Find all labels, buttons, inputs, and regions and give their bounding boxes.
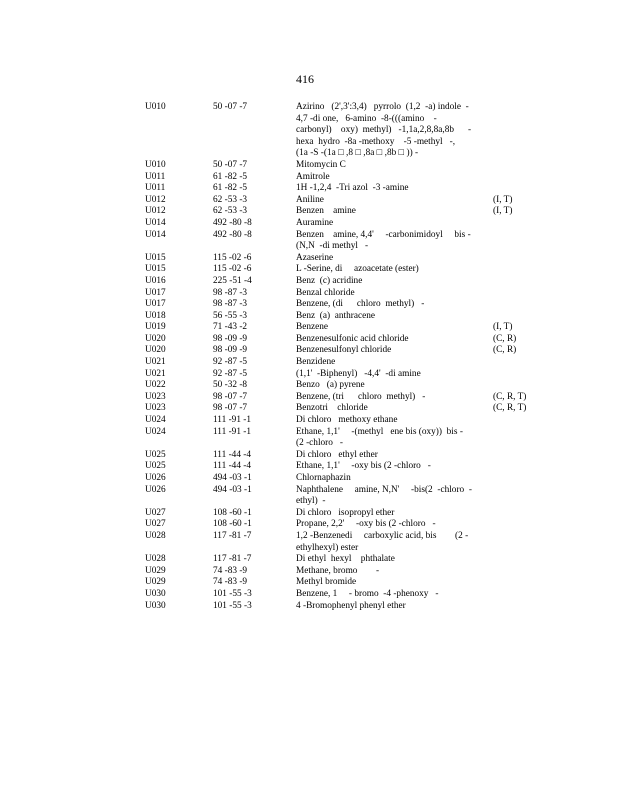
list-item <box>0 450 618 462</box>
cas-number: 117 -81 -7 <box>213 554 252 565</box>
cas-number: 50 -32 -8 <box>213 380 248 391</box>
hazard-code: (C, R, T) <box>493 403 527 414</box>
cas-number: 111 -44 -4 <box>213 461 252 472</box>
list-item <box>0 519 618 531</box>
waste-code: U011 <box>145 183 166 194</box>
list-item <box>0 195 618 207</box>
waste-code: U021 <box>145 368 166 379</box>
waste-code: U024 <box>145 415 166 426</box>
waste-code: U018 <box>145 310 166 321</box>
chemical-name: Amitrole <box>296 171 330 182</box>
waste-code: U010 <box>145 159 166 170</box>
chemical-name: Benz (a) anthracene <box>296 310 375 321</box>
hazard-code: (I, T) <box>493 206 513 217</box>
list-item <box>0 345 618 357</box>
chemical-name: Benzene <box>296 322 329 333</box>
chemical-name: Methyl bromide <box>296 577 357 588</box>
chemical-name: Di ethyl hexyl phthalate <box>296 554 395 565</box>
cas-number: 98 -09 -9 <box>213 333 248 344</box>
cas-number: 92 -87 -5 <box>213 357 248 368</box>
waste-code: U026 <box>145 484 166 495</box>
list-item <box>0 172 618 184</box>
chemical-name: 1,2 -Benzenedi carboxylic acid, bis (2 - ethylhexyl) ester <box>296 530 469 553</box>
list-item <box>0 554 618 566</box>
hazard-code: (I, T) <box>493 194 513 205</box>
waste-code: U029 <box>145 565 166 576</box>
chemical-name: Benzo (a) pyrene <box>296 380 365 391</box>
hazard-code: (C, R, T) <box>493 391 527 402</box>
cas-number: 50 -07 -7 <box>213 159 248 170</box>
chemical-name: Ethane, 1,1' -(methyl ene bis (oxy)) bis - (2 -chloro - <box>296 426 463 449</box>
hazard-code: (C, R) <box>493 345 517 356</box>
list-item <box>0 589 618 601</box>
list-item <box>0 403 618 415</box>
hazard-code: (C, R) <box>493 333 517 344</box>
chemical-name: Benz (c) acridine <box>296 275 363 286</box>
cas-number: 111 -91 -1 <box>213 426 252 437</box>
chemical-name: Aniline <box>296 194 324 205</box>
list-item <box>0 508 618 520</box>
cas-number: 492 -80 -8 <box>213 229 252 240</box>
cas-number: 61 -82 -5 <box>213 171 248 182</box>
waste-code: U023 <box>145 391 166 402</box>
chemical-name: (1,1' -Biphenyl) -4,4' -di amine <box>296 368 421 379</box>
waste-code: U017 <box>145 299 166 310</box>
waste-code: U019 <box>145 322 166 333</box>
cas-number: 92 -87 -5 <box>213 368 248 379</box>
cas-number: 492 -80 -8 <box>213 217 252 228</box>
waste-code: U017 <box>145 287 166 298</box>
cas-number: 111 -44 -4 <box>213 449 252 460</box>
cas-number: 56 -55 -3 <box>213 310 248 321</box>
list-item <box>0 264 618 276</box>
waste-code: U015 <box>145 252 166 263</box>
chemical-name: Azirino (2',3':3,4) pyrrolo (1,2 -a) indole - 4,7 -di one, 6-amino -8-(((amino - carbonyl) oxy) methyl) -1,1a,2,8,8a,8b - hexa hydro -8a -methoxy -5 -methyl -, (1a -S -(1a □ ,8 □ ,8a □ ,8b □ )) - <box>296 102 472 159</box>
waste-code: U027 <box>145 507 166 518</box>
list-item <box>0 473 618 485</box>
list-item <box>0 288 618 300</box>
cas-number: 98 -87 -3 <box>213 287 248 298</box>
waste-code: U010 <box>145 102 166 112</box>
hazard-code: (I, T) <box>493 322 513 333</box>
list-item <box>0 601 618 613</box>
cas-number: 111 -91 -1 <box>213 415 252 426</box>
waste-code: U016 <box>145 275 166 286</box>
list-item <box>0 299 618 311</box>
chemical-name: Benzen amine <box>296 206 356 217</box>
chemical-name: Mitomycin C <box>296 159 346 170</box>
waste-code: U023 <box>145 403 166 414</box>
chemical-name: Benzotri chloride <box>296 403 368 414</box>
chemical-name: Di chloro methoxy ethane <box>296 415 398 426</box>
chemical-name: Di chloro isopropyl ether <box>296 507 395 518</box>
chemical-name: Benzenesulfonic acid chloride <box>296 333 409 344</box>
waste-code: U030 <box>145 600 166 611</box>
waste-code: U024 <box>145 426 166 437</box>
list-item <box>0 322 618 334</box>
cas-number: 101 -55 -3 <box>213 600 252 611</box>
cas-number: 98 -87 -3 <box>213 299 248 310</box>
waste-code: U026 <box>145 473 166 483</box>
chemical-name: Benzenesulfonyl chloride <box>296 345 392 356</box>
waste-code: U014 <box>145 217 166 228</box>
chemical-name: Chlornaphazin <box>296 473 351 483</box>
list-item <box>0 183 618 195</box>
list-item <box>0 334 618 346</box>
list-item <box>0 253 618 265</box>
waste-code: U020 <box>145 333 166 344</box>
list-item <box>0 380 618 392</box>
cas-number: 98 -09 -9 <box>213 345 248 356</box>
list-item <box>0 218 618 230</box>
list-item <box>0 461 618 473</box>
list-item <box>0 230 618 253</box>
cas-number: 225 -51 -4 <box>213 275 252 286</box>
chemical-name: Ethane, 1,1' -oxy bis (2 -chloro - <box>296 461 431 472</box>
waste-code: U015 <box>145 264 166 275</box>
cas-number: 115 -02 -6 <box>213 252 252 263</box>
list-item <box>0 415 618 427</box>
cas-number: 115 -02 -6 <box>213 264 252 275</box>
waste-code: U028 <box>145 554 166 565</box>
list-item <box>0 357 618 369</box>
waste-code: U011 <box>145 171 166 182</box>
waste-code: U021 <box>145 357 166 368</box>
waste-code: U027 <box>145 519 166 530</box>
waste-code: U012 <box>145 194 166 205</box>
waste-code: U020 <box>145 345 166 356</box>
waste-code: U014 <box>145 229 166 240</box>
chemical-name: Benzidene <box>296 357 336 368</box>
list-item <box>0 206 618 218</box>
list-item <box>0 566 618 578</box>
list-item <box>0 276 618 288</box>
cas-number: 62 -53 -3 <box>213 206 248 217</box>
chemical-name: L -Serine, di azoacetate (ester) <box>296 264 419 275</box>
cas-number: 50 -07 -7 <box>213 102 248 112</box>
waste-code: U025 <box>145 449 166 460</box>
waste-code: U029 <box>145 577 166 588</box>
list-item <box>0 392 618 404</box>
list-item <box>0 531 618 554</box>
cas-number: 108 -60 -1 <box>213 519 252 530</box>
chemical-name: Benzene, (tri chloro methyl) - <box>296 391 426 402</box>
cas-number: 494 -03 -1 <box>213 484 252 495</box>
cas-number: 117 -81 -7 <box>213 530 252 541</box>
chemical-name: Benzene, 1 - bromo -4 -phenoxy - <box>296 588 439 599</box>
chemical-name: Benzene, (di chloro methyl) - <box>296 299 425 310</box>
cas-number: 71 -43 -2 <box>213 322 248 333</box>
list-item <box>0 577 618 589</box>
chemical-name: Methane, bromo - <box>296 565 380 576</box>
cas-number: 74 -83 -9 <box>213 577 248 588</box>
chemical-name: Benzal chloride <box>296 287 355 298</box>
list-item <box>0 311 618 323</box>
waste-code-list <box>0 102 618 612</box>
list-item <box>0 160 618 172</box>
chemical-name: Benzen amine, 4,4' -carbonimidoyl bis - (N,N -di methyl - <box>296 229 471 252</box>
cas-number: 108 -60 -1 <box>213 507 252 518</box>
list-item <box>0 102 618 160</box>
waste-code: U028 <box>145 530 166 541</box>
waste-code: U012 <box>145 206 166 217</box>
chemical-name: Propane, 2,2' -oxy bis (2 -chloro - <box>296 519 436 530</box>
list-item <box>0 427 618 450</box>
cas-number: 74 -83 -9 <box>213 565 248 576</box>
chemical-name: 4 -Bromophenyl phenyl ether <box>296 600 406 611</box>
chemical-name: Auramine <box>296 217 334 228</box>
page-number: 416 <box>296 72 314 86</box>
cas-number: 98 -07 -7 <box>213 403 248 414</box>
waste-code: U022 <box>145 380 166 391</box>
waste-code: U030 <box>145 588 166 599</box>
list-item <box>0 485 618 508</box>
waste-code: U025 <box>145 461 166 472</box>
list-item <box>0 369 618 381</box>
chemical-name: Naphthalene amine, N,N' -bis(2 -chloro - ethyl) - <box>296 484 472 507</box>
chemical-name: 1H -1,2,4 -Tri azol -3 -amine <box>296 183 409 194</box>
cas-number: 61 -82 -5 <box>213 183 248 194</box>
chemical-name: Di chloro ethyl ether <box>296 449 378 460</box>
cas-number: 98 -07 -7 <box>213 391 248 402</box>
chemical-name: Azaserine <box>296 252 334 263</box>
cas-number: 101 -55 -3 <box>213 588 252 599</box>
cas-number: 62 -53 -3 <box>213 194 248 205</box>
cas-number: 494 -03 -1 <box>213 473 252 483</box>
